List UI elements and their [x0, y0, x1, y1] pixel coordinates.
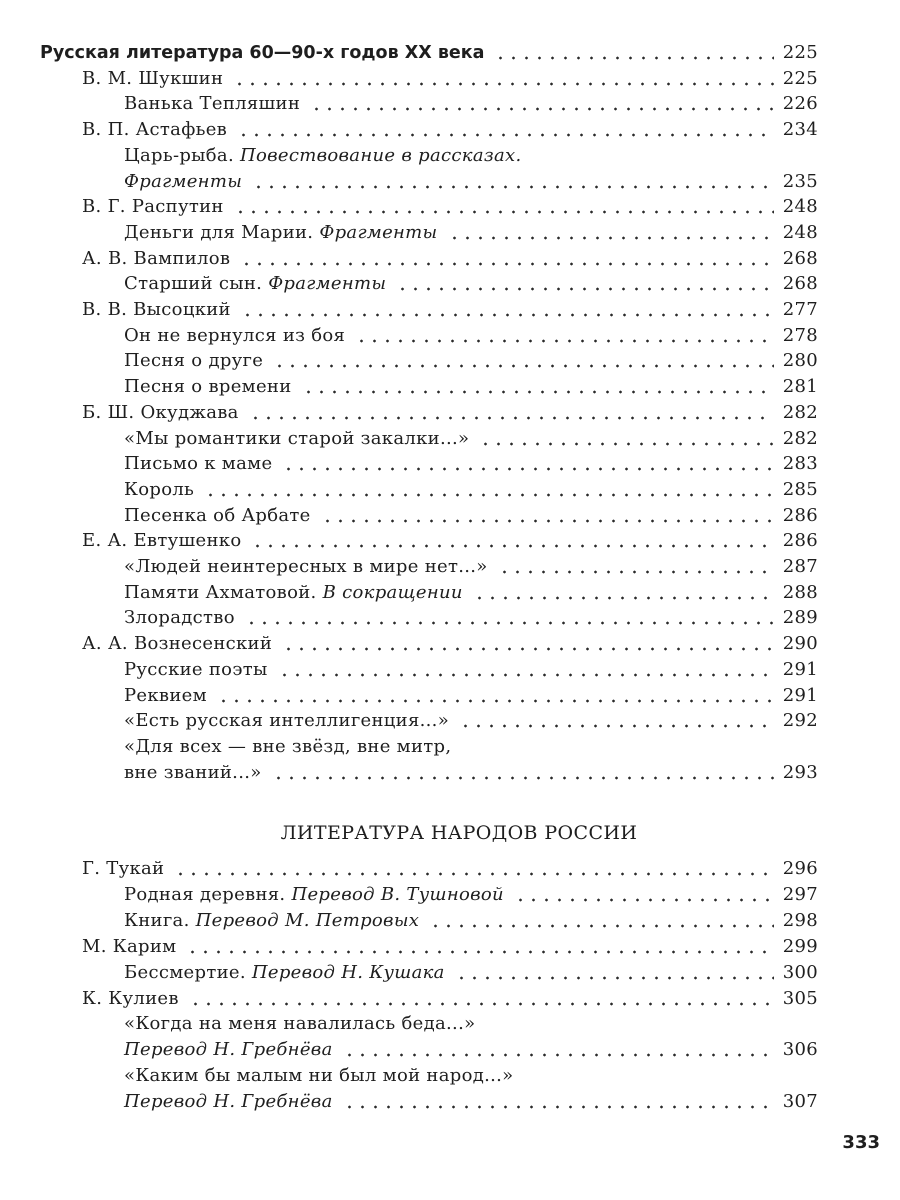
- toc-work-entry[interactable]: [0, 271, 900, 297]
- toc-entry-label: [124, 760, 262, 786]
- toc-entry-label: [124, 734, 451, 760]
- toc-entry-label: [124, 323, 345, 349]
- toc-author-entry[interactable]: [0, 934, 900, 960]
- toc-entry-text: Царь-рыба.: [124, 145, 240, 166]
- section-heading: ЛИТЕРАТУРА НАРОДОВ РОССИИ: [280, 822, 638, 844]
- toc-work-entry[interactable]: [0, 708, 900, 734]
- toc-page-number: 293: [782, 762, 818, 783]
- toc-entry-note: Фрагменты: [268, 273, 387, 294]
- toc-entry-label: [124, 580, 463, 606]
- toc-work-entry[interactable]: [0, 760, 900, 786]
- toc-work-entry[interactable]: [0, 374, 900, 400]
- toc-entry-label: [82, 246, 230, 272]
- toc-entry-note: Перевод Н. Кушака: [251, 962, 445, 983]
- toc-page-number: 307: [782, 1091, 818, 1112]
- toc-page-number: 300: [782, 962, 818, 983]
- toc-entry-note: Повествование в рассказах.: [240, 145, 522, 166]
- toc-entry-text: Родная деревня.: [124, 884, 292, 905]
- toc-author-entry[interactable]: [0, 246, 900, 272]
- toc-work-entry[interactable]: [0, 451, 900, 477]
- toc-page-number: 291: [782, 659, 818, 680]
- toc-page-number: 235: [782, 171, 818, 192]
- toc-entry-label: [124, 91, 300, 117]
- toc-page-number: 277: [782, 299, 818, 320]
- toc-entry-note: Перевод Н. Гребнёва: [124, 1039, 333, 1060]
- toc-entry-label: [40, 40, 484, 66]
- dot-leader: [237, 133, 774, 137]
- dot-leader: [473, 596, 774, 600]
- toc-work-entry[interactable]: [0, 220, 900, 246]
- toc-page-number: 248: [782, 196, 818, 217]
- toc-work-entry[interactable]: [0, 908, 900, 934]
- toc-entry-note: Перевод Н. Гребнёва: [124, 1091, 333, 1112]
- dot-leader: [310, 107, 774, 111]
- toc-author-entry[interactable]: [0, 400, 900, 426]
- toc-entry-text: В. П. Астафьев: [82, 119, 228, 140]
- toc-entry-text: А. А. Вознесенский: [82, 633, 273, 654]
- toc-work-entry[interactable]: [0, 1037, 900, 1063]
- dot-leader: [204, 493, 774, 497]
- toc-entry-text: вне званий...»: [124, 762, 262, 783]
- dot-leader: [455, 976, 774, 980]
- toc-entry-label: [82, 400, 239, 426]
- toc-entry-text: «Каким бы малым ни был мой народ...»: [124, 1065, 514, 1086]
- toc-entry-label: [124, 960, 445, 986]
- dot-leader: [498, 570, 774, 574]
- toc-entry-text: В. В. Высоцкий: [82, 299, 231, 320]
- toc-entry-text: «Когда на меня навалилась беда...»: [124, 1013, 476, 1034]
- toc-entry-label: [124, 605, 235, 631]
- toc-entry-text: Король: [124, 479, 195, 500]
- toc-entry-label: [124, 1011, 475, 1037]
- toc-author-entry[interactable]: [0, 194, 900, 220]
- toc-author-entry[interactable]: [0, 297, 900, 323]
- toc-page-number: 282: [782, 402, 818, 423]
- toc-entry-label: [82, 297, 231, 323]
- toc-entry-label: [82, 66, 223, 92]
- dot-leader: [282, 647, 774, 651]
- toc-entry-text: «Мы романтики старой закалки...»: [124, 428, 470, 449]
- toc-entry-label: [124, 477, 194, 503]
- toc-entry-text: Песня о друге: [124, 350, 264, 371]
- dot-leader: [494, 56, 774, 60]
- dot-leader: [448, 236, 774, 240]
- toc-entry-label: [124, 348, 263, 374]
- toc-work-entry[interactable]: [0, 657, 900, 683]
- toc-work-entry[interactable]: [0, 91, 900, 117]
- dot-leader: [241, 313, 774, 317]
- dot-leader: [479, 442, 774, 446]
- dot-leader: [174, 872, 774, 876]
- toc-entry-label: [82, 986, 179, 1012]
- toc-entry-text: М. Карим: [82, 936, 177, 957]
- toc-entry-label: [82, 117, 227, 143]
- toc-entry-note: Фрагменты: [124, 171, 243, 192]
- toc-entry-label: [82, 934, 176, 960]
- dot-leader: [343, 1053, 774, 1057]
- dot-leader: [282, 467, 774, 471]
- toc-entry-text: Деньги для Марии.: [124, 222, 320, 243]
- toc-entry-label: [82, 856, 164, 882]
- page-number: 333: [842, 1132, 880, 1153]
- dot-leader: [233, 82, 774, 86]
- toc-entry-label: [124, 169, 242, 195]
- toc-entry-text: Бессмертие.: [124, 962, 252, 983]
- toc-entry-text: «Для всех — вне звёзд, вне митр,: [124, 736, 452, 757]
- dot-leader: [186, 950, 774, 954]
- toc-author-entry[interactable]: [0, 986, 900, 1012]
- toc-page-number: 299: [782, 936, 818, 957]
- toc-page-number: 268: [782, 248, 818, 269]
- dot-leader: [273, 364, 774, 368]
- toc-page-number: 234: [782, 119, 818, 140]
- toc-page-number: 288: [782, 582, 818, 603]
- toc-page-number: 280: [782, 350, 818, 371]
- toc-section-title[interactable]: [0, 40, 900, 66]
- toc-page-number: 298: [782, 910, 818, 931]
- toc-entry-label: [82, 194, 224, 220]
- toc-entry-text: В. Г. Распутин: [82, 196, 224, 217]
- toc-page-number: 287: [782, 556, 818, 577]
- toc-page-number: 292: [782, 710, 818, 731]
- toc-entry-label: [124, 1063, 514, 1089]
- toc-work-entry[interactable]: [0, 683, 900, 709]
- toc-entry-label: [124, 143, 521, 169]
- dot-leader: [459, 724, 774, 728]
- toc-entry-label: [82, 631, 272, 657]
- dot-leader: [343, 1105, 774, 1109]
- toc-page-number: 291: [782, 685, 818, 706]
- toc-entry-note: Фрагменты: [319, 222, 438, 243]
- toc-entry-text: Б. Ш. Окуджава: [82, 402, 239, 423]
- toc-entry-label: [124, 908, 419, 934]
- toc-author-entry[interactable]: [0, 117, 900, 143]
- toc-page-number: 226: [782, 93, 818, 114]
- toc-page-number: 248: [782, 222, 818, 243]
- dot-leader: [355, 339, 774, 343]
- toc-page-number: 296: [782, 858, 818, 879]
- toc-entry-text: Русская литература 60—90-х годов XX века: [40, 43, 485, 63]
- dot-leader: [234, 210, 774, 214]
- toc-entry-label: [82, 528, 241, 554]
- dot-leader: [278, 673, 774, 677]
- toc-entry-label: [124, 657, 268, 683]
- toc-entry-text: Е. А. Евтушенко: [82, 530, 242, 551]
- toc-entry-note: В сокращении: [322, 582, 463, 603]
- toc-entry-note: Перевод М. Петровых: [195, 910, 420, 931]
- toc-entry-label: [124, 220, 438, 246]
- toc-entry-label: [124, 882, 504, 908]
- toc-entry-note: Перевод В. Тушновой: [291, 884, 504, 905]
- toc-work-entry[interactable]: [0, 348, 900, 374]
- toc-work-entry[interactable]: [0, 960, 900, 986]
- toc-entry-text: Ванька Тепляшин: [124, 93, 301, 114]
- toc-entry-label: [124, 374, 292, 400]
- toc-entry-text: Песня о времени: [124, 376, 292, 397]
- toc-entry-text: Песенка об Арбате: [124, 505, 311, 526]
- toc-work-entry[interactable]: [0, 605, 900, 631]
- toc-page-number: 225: [782, 68, 818, 89]
- toc-page-number: 282: [782, 428, 818, 449]
- toc-work-entry[interactable]: [0, 503, 900, 529]
- toc-work-entry[interactable]: [0, 554, 900, 580]
- dot-leader: [302, 390, 774, 394]
- toc-work-entry[interactable]: [0, 1063, 900, 1089]
- toc-work-entry[interactable]: [0, 882, 900, 908]
- toc-page-number: 297: [782, 884, 818, 905]
- toc-page-number: 286: [782, 530, 818, 551]
- toc-entry-text: Книга.: [124, 910, 196, 931]
- toc-entry-label: [124, 683, 207, 709]
- toc-author-entry[interactable]: [0, 66, 900, 92]
- toc-entry-label: [124, 708, 449, 734]
- toc-author-entry[interactable]: [0, 528, 900, 554]
- toc-entry-text: А. В. Вампилов: [82, 248, 231, 269]
- toc-work-entry[interactable]: [0, 1011, 900, 1037]
- toc-entry-text: «Людей неинтересных в мире нет...»: [124, 556, 488, 577]
- toc-entry-label: [124, 451, 272, 477]
- toc-page-number: 290: [782, 633, 818, 654]
- toc-entry-text: Злорадство: [124, 607, 235, 628]
- dot-leader: [240, 262, 774, 266]
- dot-leader: [217, 699, 774, 703]
- dot-leader: [396, 287, 774, 291]
- toc-page-number: 225: [782, 42, 818, 63]
- toc-work-entry[interactable]: [0, 426, 900, 452]
- toc-page-number: 306: [782, 1039, 818, 1060]
- toc-entry-label: [124, 503, 311, 529]
- toc-entry-text: «Есть русская интеллигенция...»: [124, 710, 450, 731]
- dot-leader: [321, 519, 774, 523]
- toc-entry-text: Русские поэты: [124, 659, 268, 680]
- toc-entry-label: [124, 1089, 333, 1115]
- toc-work-entry[interactable]: [0, 169, 900, 195]
- toc-work-entry[interactable]: [0, 477, 900, 503]
- dot-leader: [245, 621, 774, 625]
- toc-entry-text: В. М. Шукшин: [82, 68, 224, 89]
- toc-entry-label: [124, 554, 488, 580]
- toc-entry-text: Письмо к маме: [124, 453, 273, 474]
- toc-author-entry[interactable]: [0, 631, 900, 657]
- dot-leader: [189, 1002, 774, 1006]
- toc-page-number: 268: [782, 273, 818, 294]
- toc-page-number: 283: [782, 453, 818, 474]
- toc-author-entry[interactable]: [0, 856, 900, 882]
- toc-page-number: 286: [782, 505, 818, 526]
- toc-entry-label: [124, 426, 469, 452]
- toc-work-entry[interactable]: [0, 143, 900, 169]
- toc-page-number: 278: [782, 325, 818, 346]
- toc-entry-text: Памяти Ахматовой.: [124, 582, 323, 603]
- toc-entry-text: К. Кулиев: [82, 988, 179, 1009]
- toc-entry-label: [124, 1037, 333, 1063]
- toc-page-number: 285: [782, 479, 818, 500]
- toc-entry-text: Он не вернулся из боя: [124, 325, 346, 346]
- dot-leader: [514, 898, 774, 902]
- dot-leader: [249, 416, 774, 420]
- toc-work-entry[interactable]: [0, 580, 900, 606]
- toc-work-entry[interactable]: [0, 1089, 900, 1115]
- toc-entry-label: [124, 271, 386, 297]
- dot-leader: [251, 544, 774, 548]
- toc-work-entry[interactable]: [0, 734, 900, 760]
- dot-leader: [272, 776, 774, 780]
- toc-entry-text: Реквием: [124, 685, 207, 706]
- toc-work-entry[interactable]: [0, 323, 900, 349]
- toc-page-number: 289: [782, 607, 818, 628]
- toc-entry-text: Старший сын.: [124, 273, 269, 294]
- dot-leader: [429, 924, 774, 928]
- toc-page-number: 281: [782, 376, 818, 397]
- dot-leader: [252, 185, 774, 189]
- toc-page-number: 305: [782, 988, 818, 1009]
- toc-entry-text: Г. Тукай: [82, 858, 165, 879]
